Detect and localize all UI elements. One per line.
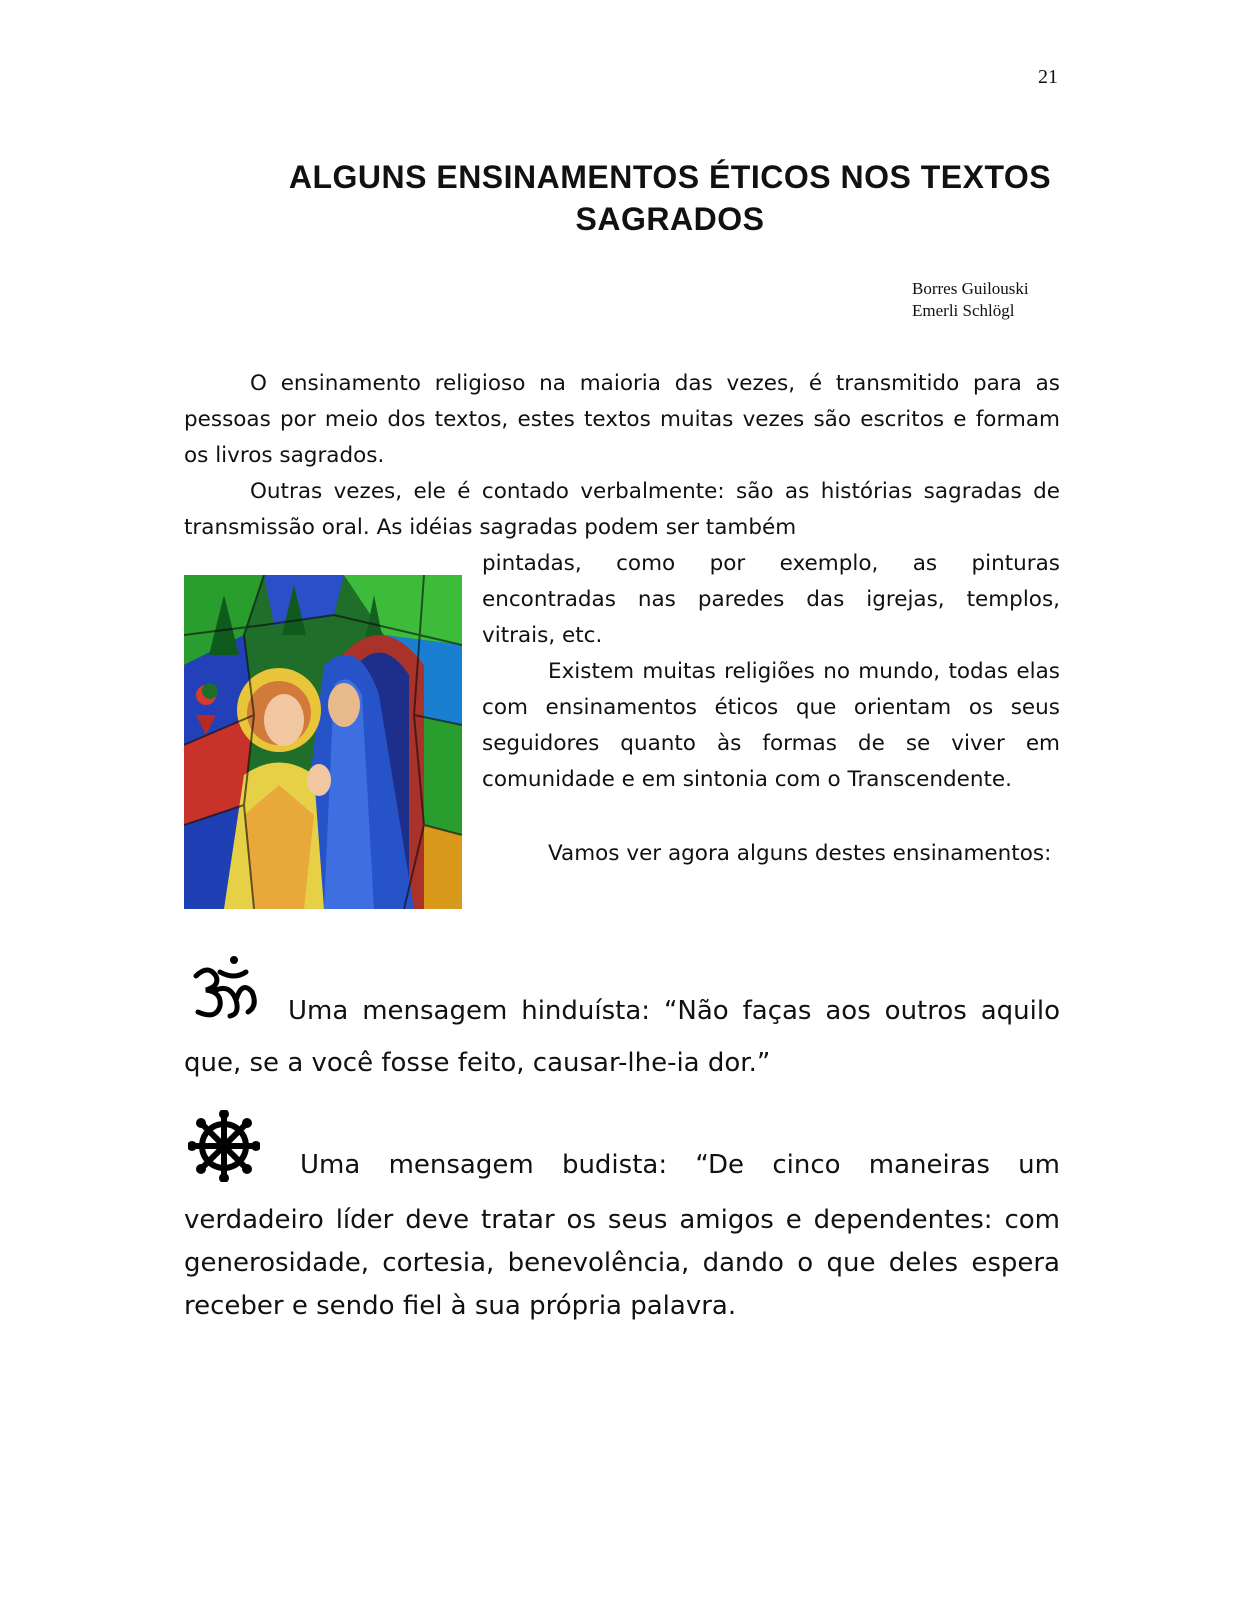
paragraph-3: Existem muitas religiões no mundo, todas elas com ensinamentos éticos que orientam os seus seguidores quanto às formas de se viver em comunidade e em sintonia com o Transcendente. xyxy=(482,659,1060,792)
title-line-1: ALGUNS ENSINAMENTOS ÉTICOS NOS TEXTOS xyxy=(288,159,1052,195)
stained-glass-image xyxy=(184,575,462,909)
hindu-message: Uma mensagem hinduísta: “Não faças aos outros aquilo que, se a você fosse feito, causar-lhe-ia dor.” xyxy=(184,996,1060,1078)
paragraph-2b: pintadas, como por exemplo, as pinturas encontradas nas paredes das igrejas, templos, vitrais, etc. xyxy=(482,551,1060,648)
paragraph-1: O ensinamento religioso na maioria das vezes, é transmitido para as pessoas por meio dos textos, estes textos muitas vezes são escritos e formam os livros sagrados. xyxy=(184,371,1060,468)
page-title xyxy=(230,156,1110,240)
buddhist-message xyxy=(184,1144,1060,1328)
buddhist-message-first-line: Uma mensagem budista: “De cinco maneiras um xyxy=(300,1150,1060,1180)
buddhist-message-rest: verdadeiro líder deve tratar os seus amigos e dependentes: com generosidade, cortesia, benevolência, dando o que deles espera receber e sendo fiel à sua própria palavra. xyxy=(184,1205,1060,1321)
author-1: Borres Guilouski xyxy=(912,279,1029,298)
page-number: 21 xyxy=(1038,66,1058,88)
authors xyxy=(912,278,1029,322)
author-2: Emerli Schlögl xyxy=(912,301,1015,320)
paragraph-2a: Outras vezes, ele é contado verbalmente: são as histórias sagradas de transmissão oral. As idéias sagradas podem ser também xyxy=(184,479,1060,540)
paragraph-4: Vamos ver agora alguns destes ensinamentos: xyxy=(548,841,1052,866)
title-line-2: SAGRADOS xyxy=(575,201,765,237)
